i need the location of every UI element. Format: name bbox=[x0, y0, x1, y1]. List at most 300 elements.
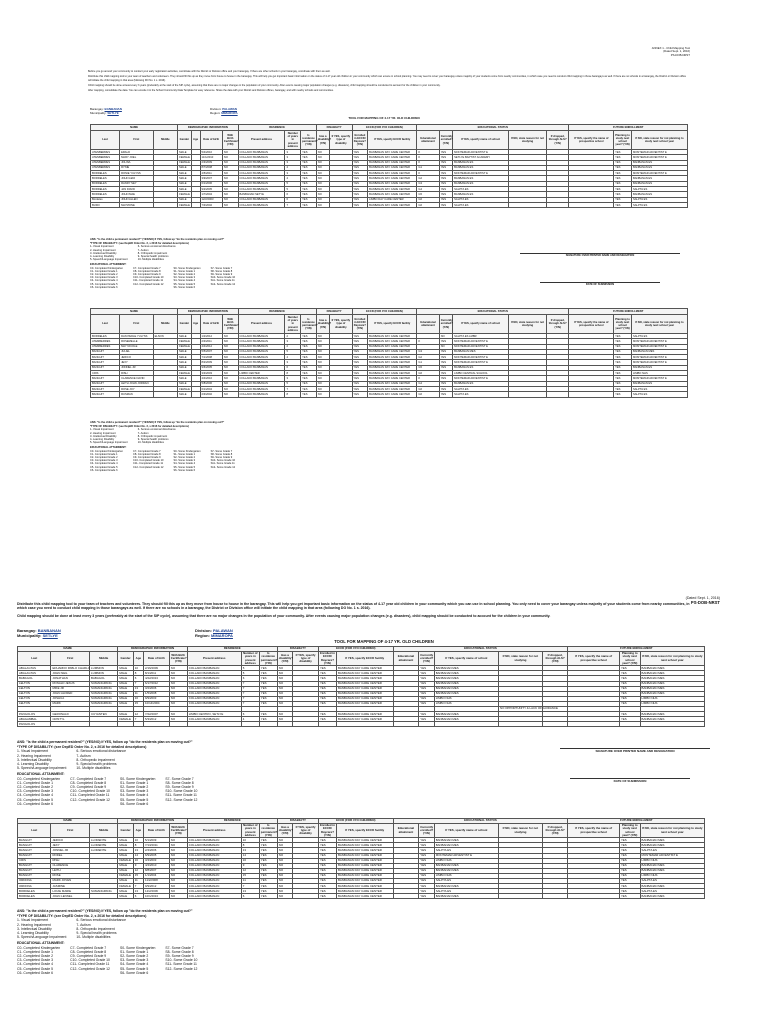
column-header: Number of years in present address bbox=[285, 315, 301, 334]
table-cell: NO bbox=[169, 879, 187, 884]
table-cell: NO bbox=[222, 171, 238, 176]
table-cell: BANBANAN DAY CARE CENTER bbox=[336, 686, 393, 691]
table-cell: NO bbox=[169, 838, 187, 843]
table-cell: COLLADO BANBANAN bbox=[238, 376, 285, 381]
notes-block bbox=[90, 421, 235, 472]
table-cell: YES bbox=[352, 381, 368, 386]
table-cell: BANBANAN DAY CARE CENTER bbox=[336, 691, 393, 696]
table-cell bbox=[419, 722, 434, 727]
education-item: S12- Some Grade 12 bbox=[165, 966, 198, 971]
table-cell: BANBANAN DAY CARE CENTER bbox=[368, 171, 417, 176]
table-cell: 7 bbox=[241, 701, 259, 706]
table-cell: YES bbox=[259, 853, 277, 858]
table-cell: BANBANAN DAY CARE CENTER bbox=[336, 681, 393, 686]
table-cell: BORDELES bbox=[91, 171, 120, 176]
table-cell: GERONALD bbox=[51, 712, 90, 717]
column-header: If YES, specify the name of prospective school bbox=[569, 315, 614, 334]
table-cell: BANBANAN DAY CARE CENTER bbox=[368, 176, 417, 181]
education-item: C6- Completed Grade 6 bbox=[17, 970, 53, 975]
table-cell: BANBANAN DAY CARE CENTER bbox=[368, 155, 417, 160]
table-cell: YES bbox=[318, 666, 336, 671]
table-cell bbox=[499, 722, 543, 727]
table-cell: CRIS bbox=[18, 858, 51, 863]
column-header: Middle bbox=[90, 652, 118, 666]
table-cell bbox=[241, 722, 259, 727]
table-cell: MONTEMAR ADVENTIST E bbox=[453, 376, 509, 381]
table-cell: YES bbox=[301, 365, 317, 370]
table-cell: K bbox=[417, 155, 439, 160]
table-cell: YES bbox=[259, 717, 277, 722]
table-cell: NO bbox=[169, 696, 187, 701]
column-header: Last bbox=[18, 824, 51, 838]
education-item: C4- Completed Grade 4 bbox=[17, 793, 53, 798]
table-cell: SETLYE BAPTIST ACADEMY bbox=[453, 155, 509, 160]
education-item: S2- Some Grade 2 bbox=[119, 954, 149, 959]
table-cell: YES bbox=[318, 843, 336, 848]
disability-item: 8- Orthopedic impairment bbox=[76, 757, 115, 762]
education-item: C7- Completed Grade 7 bbox=[133, 449, 161, 453]
table-cell: YES bbox=[419, 884, 434, 889]
table-cell: BANBANAN ES bbox=[453, 165, 509, 170]
table-cell: COLLADO BANBANAN bbox=[238, 386, 285, 391]
page2-code: PS-DOB-NRST bbox=[690, 599, 720, 605]
table-cell bbox=[144, 722, 170, 727]
table-cell: BANBANAN DAY CARE CENTER bbox=[368, 386, 417, 391]
table-cell: BANBANAN DAY CARE CENTER bbox=[368, 371, 417, 376]
table-cell: LELTON bbox=[18, 696, 51, 701]
table-cell: NO bbox=[277, 681, 292, 686]
table-cell: 3 bbox=[285, 160, 301, 165]
table-cell: MALE bbox=[118, 879, 133, 884]
table-cell: YES bbox=[619, 853, 640, 858]
table-cell: COLLADO BANBANAN bbox=[187, 879, 241, 884]
table-cell: 14 bbox=[241, 853, 259, 858]
table-cell: NO bbox=[316, 386, 329, 391]
table-cell: YES bbox=[301, 197, 317, 202]
education-column bbox=[70, 777, 110, 806]
table-cell: BABAGOL bbox=[90, 676, 118, 681]
table-cell: YES bbox=[614, 150, 632, 155]
table-row bbox=[18, 722, 705, 727]
table-cell: YES bbox=[419, 712, 434, 717]
education-item: C1- Completed Grade 1 bbox=[17, 780, 53, 785]
column-header: If NO, state reason for not studying bbox=[509, 131, 547, 150]
table-cell: LEITH bbox=[51, 868, 90, 873]
table-cell: 10 bbox=[241, 838, 259, 843]
disability-item: 2- Hearing Impairment bbox=[17, 753, 51, 758]
table-cell: 13 bbox=[133, 686, 143, 691]
table-cell: NO bbox=[277, 676, 292, 681]
table-cell: BANBANAN ES bbox=[453, 176, 509, 181]
table-cell: NO bbox=[316, 334, 329, 339]
table-cell: LIMBO NHS bbox=[434, 873, 498, 878]
table-cell: YES bbox=[614, 192, 632, 197]
table-cell: MONTEMAR ADVENTIST E bbox=[631, 150, 687, 155]
disability-item: 9- Special health problems bbox=[76, 931, 117, 936]
table-cell: YES bbox=[259, 681, 277, 686]
education-item: C7- Completed Grade 7 bbox=[133, 266, 161, 270]
table-cell: NO bbox=[277, 696, 292, 701]
column-header: Planning to study next school year? (Y/N) bbox=[614, 131, 632, 150]
education-item: S0- Some Kindergarten bbox=[173, 449, 201, 453]
table-cell: YES bbox=[614, 381, 632, 386]
column-header: Educational attainment bbox=[393, 824, 419, 838]
table-cell: NO bbox=[169, 868, 187, 873]
table-cell: NO bbox=[277, 894, 292, 899]
table-cell: BANGUIT bbox=[91, 392, 120, 397]
table-cell: NO bbox=[222, 386, 238, 391]
education-item: C1- Completed Grade 1 bbox=[90, 452, 118, 456]
table-cell: YES bbox=[352, 365, 368, 370]
table-cell: MONTEMAR ADVENTIST E bbox=[453, 344, 509, 349]
table-cell: JOHN MAE bbox=[120, 192, 154, 197]
column-header: Enrolled in ECCD/ Daycare? (Y/N) bbox=[319, 823, 335, 837]
disability-column bbox=[76, 918, 126, 939]
table-cell bbox=[187, 722, 241, 727]
table-cell: BANGUIT bbox=[91, 360, 120, 365]
column-header: Number of years in present address bbox=[285, 131, 301, 150]
education-item: C9- Completed Grade 9 bbox=[133, 456, 161, 460]
table-cell: NO bbox=[316, 202, 329, 207]
table-cell: BANBANAN MES bbox=[434, 838, 498, 843]
table-cell: 12 bbox=[133, 712, 143, 717]
education-item: S5- Some Grade 5 bbox=[173, 282, 196, 286]
table-cell: COLLADO BANBANAN bbox=[187, 868, 241, 873]
table-cell: MALE bbox=[178, 355, 191, 360]
table-cell: BANBANAN DAY CARE CENTER bbox=[368, 360, 417, 365]
table-cell: YES bbox=[301, 160, 317, 165]
table-cell: YES bbox=[619, 701, 640, 706]
table-cell: NO bbox=[169, 858, 187, 863]
table-cell bbox=[569, 202, 614, 207]
table-cell: 5/3/2012 bbox=[144, 717, 170, 722]
table-cell: COLLADO BANBANAN bbox=[187, 884, 241, 889]
table-cell: BANGUIT bbox=[18, 838, 51, 843]
column-header: If NO, state reason for not studying bbox=[499, 824, 543, 838]
table-cell: YES bbox=[318, 717, 336, 722]
region-label: Region: bbox=[210, 111, 221, 115]
table-cell: 6 bbox=[133, 894, 143, 899]
table-cell: 2 bbox=[285, 334, 301, 339]
table-cell: NO bbox=[222, 355, 238, 360]
table-cell: 9/9/2012 bbox=[144, 884, 170, 889]
education-column bbox=[133, 450, 163, 472]
table-cell: YES bbox=[318, 838, 336, 843]
table-cell: YES bbox=[301, 187, 317, 192]
table-cell: COLLADO BANBANAN bbox=[187, 671, 241, 676]
table-cell: 4/5/2011 bbox=[200, 171, 222, 176]
group-header: DISABILITY bbox=[316, 309, 352, 315]
disability-item: 4- Learning Disability bbox=[90, 255, 115, 259]
table-cell: MALE bbox=[178, 334, 191, 339]
notes-block bbox=[17, 909, 197, 975]
table-cell: YES bbox=[614, 165, 632, 170]
table-cell: YES bbox=[619, 848, 640, 853]
table-cell: 10 bbox=[133, 838, 143, 843]
table-cell: BORDELES bbox=[91, 192, 120, 197]
table-cell: MONTEMAR ADVENTIST E bbox=[453, 339, 509, 344]
table-cell: BANBANAN MES bbox=[640, 868, 704, 873]
table-cell: 5/1/2009 bbox=[144, 838, 170, 843]
column-header: If NO, state reason for not planning to study next school year bbox=[640, 652, 704, 666]
table-cell: 8 bbox=[241, 843, 259, 848]
table-cell: NO bbox=[277, 843, 292, 848]
table-cell: MALE bbox=[118, 868, 133, 873]
column-header: Educational attainment bbox=[393, 652, 419, 666]
table-cell: YES bbox=[419, 863, 434, 868]
education-column bbox=[173, 450, 200, 472]
table-cell: MONTEMAR ADVENTIST E bbox=[631, 376, 687, 381]
table-cell: BANBANAN MES bbox=[640, 894, 704, 899]
table-cell: CLARENCE DAVID bbox=[120, 376, 154, 381]
table-cell bbox=[542, 722, 568, 727]
table-cell: COLLADO BANBANAN bbox=[238, 160, 285, 165]
table-cell: 1/5/2008 bbox=[144, 691, 170, 696]
table-cell: 8 bbox=[133, 843, 143, 848]
table-cell: BANBANAN DAY CARE CENTER bbox=[336, 676, 393, 681]
table-cell: 11 bbox=[133, 691, 143, 696]
education-item: C0- Completed Kindergarten bbox=[17, 945, 61, 950]
signature-line: SIGNATURE OVER PRINTED NAME AND DESIGNATION bbox=[560, 748, 710, 753]
table-cell: ABALAGTAS bbox=[18, 671, 51, 676]
table-cell: COLLADO BANBANAN bbox=[238, 344, 285, 349]
table-cell: JULIEL bbox=[120, 349, 154, 354]
table-cell: 15 bbox=[133, 873, 143, 878]
disability-item: 7- Autism bbox=[76, 753, 91, 758]
table-cell: NO bbox=[277, 838, 292, 843]
table-cell: YES bbox=[352, 334, 368, 339]
table-cell: JONNEL JR bbox=[51, 848, 90, 853]
table-cell: ROSE bbox=[51, 873, 90, 878]
table-cell: ATENBERRES bbox=[91, 160, 120, 165]
table-cell: BANBANAN MES bbox=[434, 681, 498, 686]
table-cell: YES bbox=[301, 392, 317, 397]
disability-title: *TYPE OF DISABILITY: (see DepED Order No. 2, s 2016 for detailed descriptions) bbox=[17, 745, 147, 750]
table-cell: ATENBERRES bbox=[91, 150, 120, 155]
education-item: S4- Some Grade 4 bbox=[173, 462, 196, 466]
table-cell bbox=[393, 894, 419, 899]
column-header: Middle bbox=[90, 824, 118, 838]
table-cell: 3/4/2003 bbox=[144, 858, 170, 863]
education-item: C7- Completed Grade 7 bbox=[70, 776, 107, 781]
table-cell: SALPTA ES bbox=[640, 879, 704, 884]
table-cell: COLLADO BANBANAN bbox=[238, 181, 285, 186]
table-cell: BANBANAN ES bbox=[631, 365, 687, 370]
group-header: NAME bbox=[18, 819, 118, 824]
table-cell: 5 bbox=[285, 381, 301, 386]
table-cell: YES bbox=[259, 889, 277, 894]
table-cell: MALE bbox=[178, 360, 191, 365]
table-cell: BANBANAN DAY CARE CENTER bbox=[368, 392, 417, 397]
table-cell: BUDO bbox=[91, 202, 120, 207]
disability-title: *TYPE OF DISABILITY: (see DepED Order No. 2, s 2016 for detailed descriptions) bbox=[90, 242, 189, 246]
table-cell: LLORENTE bbox=[90, 843, 118, 848]
education-item: S2- Some Grade 2 bbox=[173, 273, 196, 277]
education-column bbox=[17, 777, 60, 806]
disability-item: 1- Visual Impairment bbox=[90, 428, 114, 432]
table-cell: NO bbox=[222, 176, 238, 181]
table-cell: JOHN LENNEL bbox=[51, 894, 90, 899]
education-item: C0- Completed Kindergarten bbox=[90, 449, 124, 453]
table-cell: NO bbox=[222, 376, 238, 381]
table-cell: YES bbox=[619, 681, 640, 686]
column-header: Currently enrolled? (Y/N) bbox=[419, 652, 434, 666]
table-cell: BANBANAN MES bbox=[640, 681, 704, 686]
column-header: Middle bbox=[153, 315, 178, 334]
education-item: S8- Some Grade 8 bbox=[165, 949, 194, 954]
table-cell: BANBANAN DAY CARE CENTER bbox=[368, 344, 417, 349]
table-cell: 10/1/2013 bbox=[144, 894, 170, 899]
table-cell: BANBANAN DAY CARE CENTER bbox=[336, 717, 393, 722]
column-header: Date of birth bbox=[200, 315, 222, 334]
table-cell: NO bbox=[439, 344, 452, 349]
table-cell: MALE bbox=[118, 681, 133, 686]
table-cell: MALE bbox=[118, 889, 133, 894]
table-cell: MONTEMAR ADVENTIST E bbox=[453, 360, 509, 365]
table-cell: YES bbox=[439, 187, 452, 192]
table-cell: YES bbox=[419, 666, 434, 671]
education-item: S4- Some Grade 4 bbox=[119, 962, 149, 967]
table-cell: COLLADO BANBANAN bbox=[187, 681, 241, 686]
table-cell bbox=[293, 894, 319, 899]
table-cell: MONTEMAR ADVENTIST E bbox=[631, 171, 687, 176]
table-cell: BANBANAN DAY CARE CENTER bbox=[336, 843, 393, 848]
table-cell: BANBANAN MES bbox=[434, 691, 498, 696]
table-cell: LIMBO NHS bbox=[434, 701, 498, 706]
column-header: If dropped, through ALS? (Y/N) bbox=[542, 824, 568, 838]
table-cell: YES bbox=[318, 676, 336, 681]
table-cell: BANBANAN DAY CARE CENTER bbox=[336, 671, 393, 676]
table-cell: MALE bbox=[118, 853, 133, 858]
table-cell bbox=[153, 202, 178, 207]
table-cell: 3/3/2003 bbox=[200, 371, 222, 376]
table-cell: JOLINA bbox=[120, 160, 154, 165]
table-cell: COLLADO BANBANAN bbox=[238, 339, 285, 344]
table-cell: YES bbox=[259, 848, 277, 853]
education-item: C0- Completed Kindergarten bbox=[17, 776, 61, 781]
table-cell: YES bbox=[614, 339, 632, 344]
table-cell: SALPTA ES bbox=[434, 879, 498, 884]
table-cell bbox=[393, 722, 419, 727]
disability-item: 10- Multiple disabilities bbox=[76, 766, 111, 771]
table-cell: SUMANGPANG bbox=[90, 681, 118, 686]
table-cell: JASMINE bbox=[51, 884, 90, 889]
table-cell: YES bbox=[352, 150, 368, 155]
table-cell: YES bbox=[301, 386, 317, 391]
table-cell: NO bbox=[222, 202, 238, 207]
table-cell: NO bbox=[277, 671, 292, 676]
group-header: NAME bbox=[91, 309, 178, 315]
table-cell: JOHN NEIL bbox=[51, 671, 90, 676]
table-cell bbox=[568, 894, 619, 899]
table-cell: FEMALE bbox=[179, 161, 190, 165]
disability-item: 7- Autism bbox=[76, 922, 91, 927]
education-item: C11- Completed Grade 11 bbox=[133, 279, 164, 283]
table-cell: K bbox=[417, 339, 439, 344]
table-cell: YES bbox=[619, 858, 640, 863]
table-cell: NO bbox=[222, 349, 238, 354]
education-item: S9- Some Grade 9 bbox=[210, 456, 233, 460]
table-cell: 5 bbox=[285, 181, 301, 186]
disability-column bbox=[90, 428, 128, 444]
column-header: Last bbox=[18, 652, 51, 666]
column-header: Is residence permanent? (Y/N) bbox=[260, 651, 278, 665]
table-cell: BANBANAN DAY CARE CENTER bbox=[368, 381, 417, 386]
table-cell: YES bbox=[419, 868, 434, 873]
column-header: Planning to study next school year? (Y/N) bbox=[619, 652, 640, 666]
table-cell: YES bbox=[352, 349, 368, 354]
table-cell: COLLADO BANBANAN bbox=[238, 171, 285, 176]
table-cell: BORDELES bbox=[18, 894, 51, 899]
table-cell: 8/7/2008 bbox=[200, 165, 222, 170]
table-cell: NO bbox=[169, 686, 187, 691]
table-cell: YES bbox=[352, 181, 368, 186]
table-cell: BORDELES bbox=[91, 181, 120, 186]
division-label: Division: bbox=[195, 628, 212, 633]
table-cell: YES bbox=[318, 853, 336, 858]
table-cell: YES bbox=[439, 386, 452, 391]
column-header: Has a disability? (Y/N) bbox=[316, 131, 329, 150]
table-cell: YES bbox=[419, 879, 434, 884]
education-item: S3- Some Grade 3 bbox=[119, 958, 149, 963]
table-cell: SALPTA ES bbox=[631, 202, 687, 207]
table-cell: YES bbox=[619, 863, 640, 868]
education-item: C1- Completed Grade 1 bbox=[17, 949, 53, 954]
table-cell: 4 bbox=[241, 717, 259, 722]
table-cell: BANBANAN MES bbox=[434, 676, 498, 681]
column-header: Currently enrolled? (Y/N) bbox=[419, 824, 434, 838]
table-cell: YES bbox=[352, 344, 368, 349]
table-cell: BANGUIT bbox=[91, 349, 120, 354]
table-cell: SALPTA ES bbox=[453, 386, 509, 391]
table-cell: 8 bbox=[133, 671, 143, 676]
barangay-label: Barangay: bbox=[17, 628, 37, 633]
table-cell: COLLADO BANBANAN bbox=[187, 696, 241, 701]
table-cell: LOUIE MARIE bbox=[51, 889, 90, 894]
table-cell: 4/22/2013 bbox=[144, 676, 170, 681]
table-cell: G3 bbox=[417, 349, 439, 354]
table-cell: LIMBO NHS bbox=[640, 696, 704, 701]
table-cell: YES bbox=[439, 197, 452, 202]
table-cell: COLLADO BANBANAN bbox=[238, 381, 285, 386]
table-cell: SALPTA ES bbox=[453, 202, 509, 207]
table-cell: COLLADO BANBANAN bbox=[238, 176, 285, 181]
table-cell: COLLADO BANBANAN bbox=[238, 349, 285, 354]
column-header: Gender bbox=[178, 131, 191, 150]
table-cell: YES bbox=[619, 894, 640, 899]
table-cell: BANBANAN ES bbox=[453, 160, 509, 165]
table-cell: RISH bbox=[51, 858, 90, 863]
table-cell: BANGUIT bbox=[18, 868, 51, 873]
table-cell: YES bbox=[259, 863, 277, 868]
barangay-label: Barangay: bbox=[90, 107, 104, 111]
table-cell: CRIS bbox=[91, 371, 120, 376]
table-cell: YES bbox=[301, 150, 317, 155]
table-cell: YES bbox=[439, 171, 452, 176]
table-cell: MALE bbox=[178, 165, 191, 170]
table-cell: BANBANAN DAY CARE CENTER bbox=[336, 858, 393, 863]
table-cell: MIKE JR bbox=[51, 686, 90, 691]
table-cell: YES bbox=[318, 894, 336, 899]
table-cell: K bbox=[417, 160, 439, 165]
table-cell bbox=[90, 722, 118, 727]
table-cell: COLLADO BANBANAN bbox=[238, 334, 285, 339]
table-cell: YES bbox=[259, 666, 277, 671]
table-cell: MALE bbox=[118, 691, 133, 696]
education-column bbox=[211, 267, 236, 289]
table-cell: BANBANAN DAY CARE CENTER bbox=[336, 712, 393, 717]
table-cell: NO bbox=[277, 858, 292, 863]
